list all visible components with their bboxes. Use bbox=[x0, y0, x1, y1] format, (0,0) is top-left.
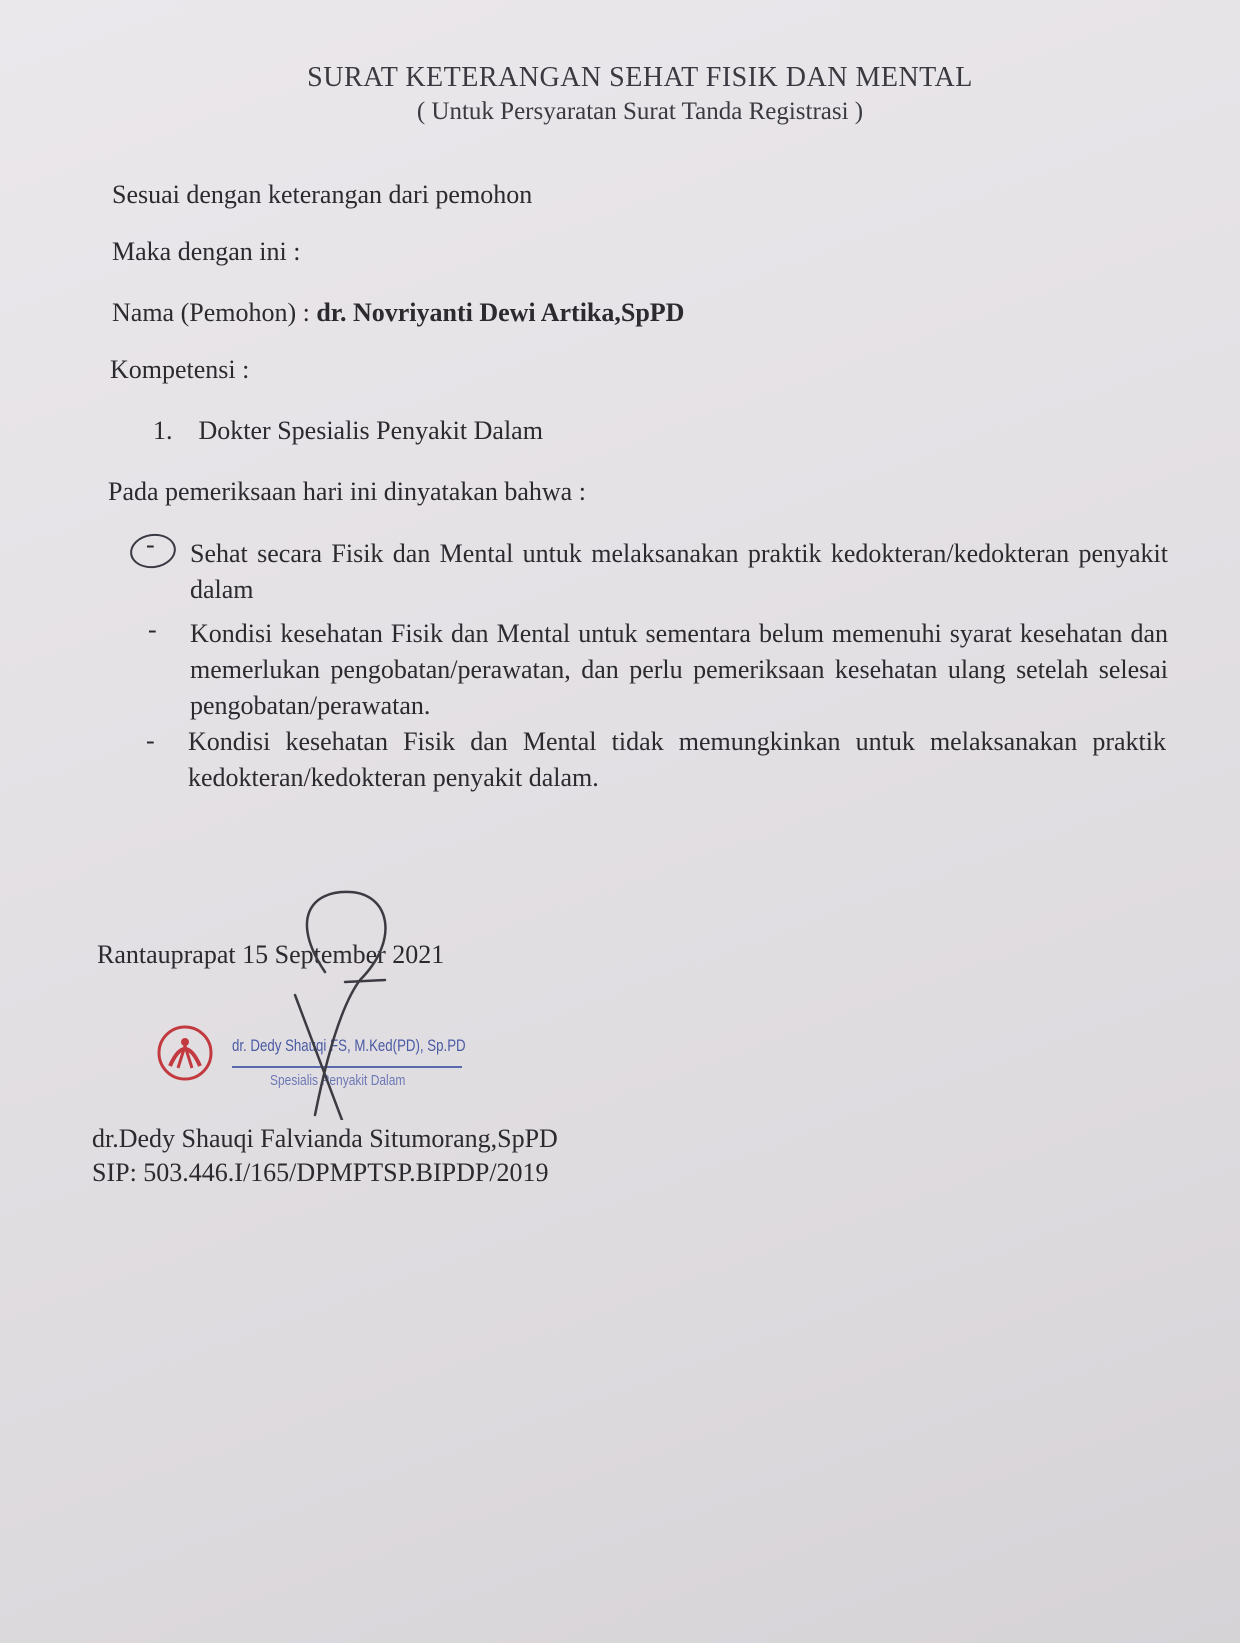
applicant-name-value: dr. Novriyanti Dewi Artika,SpPD bbox=[316, 298, 685, 327]
stamp-doctor-title: Spesialis Penyakit Dalam bbox=[270, 1072, 406, 1089]
signer-sip: SIP: 503.446.I/165/DPMPTSP.BIPDP/2019 bbox=[92, 1158, 549, 1187]
competence-label: Kompetensi : bbox=[110, 355, 250, 384]
applicant-name-row bbox=[112, 298, 684, 328]
document-subtitle: ( Untuk Persyaratan Surat Tanda Registrasi ) bbox=[416, 98, 864, 125]
stamp-doctor-name: dr. Dedy Shauqi FS, M.Ked(PD), Sp.PD bbox=[232, 1036, 466, 1055]
examination-text: Pada pemeriksaan hari ini dinyatakan bahwa : bbox=[108, 477, 586, 506]
option-3-marker: - bbox=[146, 726, 155, 755]
applicant-name-label: Nama (Pemohon) : bbox=[112, 298, 310, 327]
option-1-text: Sehat secara Fisik dan Mental untuk melaksanakan praktik kedokteran/kedokteran penyakit dalam bbox=[190, 539, 1168, 604]
option-2-text: Kondisi kesehatan Fisik dan Mental untuk sementara belum memenuhi syarat kesehatan dan memerlukan pengobatan/perawatan, dan perlu pemeriksaan kesehatan ulang setelah selesai pengobatan/perawatan. bbox=[190, 619, 1168, 720]
document-title: SURAT KETERANGAN SEHAT FISIK DAN MENTAL bbox=[307, 62, 973, 93]
signer-name: dr.Dedy Shauqi Falvianda Situmorang,SpPD bbox=[92, 1124, 558, 1153]
option-3-text: Kondisi kesehatan Fisik dan Mental tidak memungkinkan untuk melaksanakan praktik kedokteran/kedokteran penyakit dalam. bbox=[188, 727, 1166, 792]
competence-item-text: Dokter Spesialis Penyakit Dalam bbox=[198, 416, 543, 445]
option-1-marker: - bbox=[146, 530, 155, 559]
intro-text: Sesuai dengan keterangan dari pemohon bbox=[112, 180, 533, 209]
competence-item bbox=[153, 416, 543, 446]
handwritten-signature bbox=[250, 880, 450, 1120]
clinic-logo-icon bbox=[156, 1024, 214, 1082]
option-2-marker: - bbox=[148, 615, 157, 644]
place-date: Rantauprapat 15 September 2021 bbox=[97, 940, 445, 969]
competence-item-number: 1. bbox=[153, 416, 173, 445]
maka-text: Maka dengan ini : bbox=[112, 237, 301, 266]
